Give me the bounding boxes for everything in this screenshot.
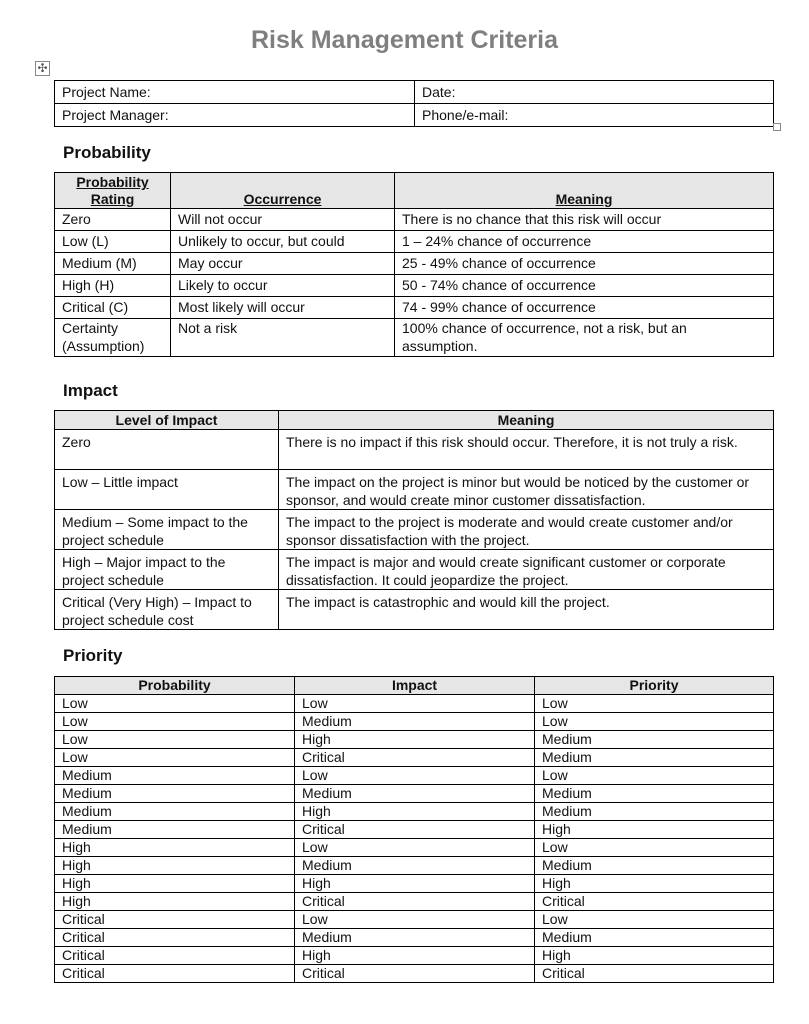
table-row — [55, 713, 774, 731]
table-cell: High — [295, 803, 535, 821]
phone-email-field[interactable]: Phone/e-mail: — [415, 104, 774, 127]
table-cell: Medium (M) — [55, 253, 171, 275]
table-cell: Low — [535, 911, 774, 929]
header-probability-rating: Probability Rating — [55, 173, 171, 209]
table-cell: Medium — [295, 713, 535, 731]
table-cell: Critical — [535, 965, 774, 983]
table-cell: Low – Little impact — [55, 470, 279, 510]
table-cell: Critical (C) — [55, 297, 171, 319]
table-cell: Medium — [535, 857, 774, 875]
table-row — [55, 803, 774, 821]
table-cell: High – Major impact to the project schedule — [55, 550, 279, 590]
page-title: Risk Management Criteria — [250, 26, 559, 54]
table-row — [55, 821, 774, 839]
table-cell: Medium — [55, 821, 295, 839]
project-manager-field[interactable]: Project Manager: — [55, 104, 415, 127]
probability-table — [54, 172, 774, 357]
table-cell: High — [55, 893, 295, 911]
impact-table — [54, 410, 774, 630]
table-cell: High — [535, 821, 774, 839]
table-cell: Likely to occur — [171, 275, 395, 297]
header-level-of-impact: Level of Impact — [55, 411, 279, 430]
table-cell: Critical — [295, 965, 535, 983]
table-cell: Low — [55, 695, 295, 713]
header-meaning: Meaning — [395, 173, 774, 209]
table-cell: High (H) — [55, 275, 171, 297]
project-info-table — [54, 80, 774, 127]
table-cell: Certainty (Assumption) — [55, 319, 171, 357]
table-row — [55, 839, 774, 857]
table-cell: Low — [535, 713, 774, 731]
table-cell: Unlikely to occur, but could — [171, 231, 395, 253]
header-priority: Priority — [535, 677, 774, 695]
priority-table — [54, 676, 774, 983]
table-cell: High — [295, 947, 535, 965]
table-cell: Low — [55, 749, 295, 767]
table-row — [55, 947, 774, 965]
table-row — [55, 965, 774, 983]
table-cell: Critical — [535, 893, 774, 911]
table-cell: Low — [55, 731, 295, 749]
table-move-handle-icon[interactable]: ✣ — [35, 61, 50, 76]
table-cell: Medium — [55, 767, 295, 785]
table-cell: May occur — [171, 253, 395, 275]
table-cell: Medium — [535, 749, 774, 767]
table-cell: Critical — [295, 893, 535, 911]
table-cell: 1 – 24% chance of occurrence — [395, 231, 774, 253]
table-cell: The impact to the project is moderate and would create customer and/or sponsor dissatisfaction with the project. — [279, 510, 774, 550]
table-cell: Low — [295, 767, 535, 785]
table-cell: Medium — [535, 731, 774, 749]
table-cell: High — [55, 839, 295, 857]
table-cell: Zero — [55, 430, 279, 470]
probability-heading: Probability — [63, 143, 151, 162]
table-cell: Low — [55, 713, 295, 731]
table-row — [55, 209, 774, 231]
table-cell: Low — [535, 839, 774, 857]
table-cell: There is no impact if this risk should occur. Therefore, it is not truly a risk. — [279, 430, 774, 470]
table-resize-handle-icon[interactable] — [773, 123, 781, 131]
table-row — [55, 749, 774, 767]
table-cell: Not a risk — [171, 319, 395, 357]
table-row — [55, 430, 774, 470]
table-row — [55, 911, 774, 929]
table-cell: There is no chance that this risk will occur — [395, 209, 774, 231]
header-impact-meaning: Meaning — [279, 411, 774, 430]
table-cell: Zero — [55, 209, 171, 231]
table-cell: Low (L) — [55, 231, 171, 253]
header-probability: Probability — [55, 677, 295, 695]
table-row — [55, 893, 774, 911]
table-cell: High — [535, 875, 774, 893]
table-cell: Low — [295, 695, 535, 713]
table-cell: Medium — [295, 857, 535, 875]
table-row — [55, 929, 774, 947]
table-row — [55, 857, 774, 875]
table-row — [55, 319, 774, 357]
table-cell: 25 - 49% chance of occurrence — [395, 253, 774, 275]
table-row — [55, 731, 774, 749]
header-occurrence: Occurrence — [171, 173, 395, 209]
table-cell: Critical — [55, 947, 295, 965]
table-cell: The impact on the project is minor but would be noticed by the customer or sponsor, and would create minor customer dissatisfaction. — [279, 470, 774, 510]
table-cell: Medium — [535, 803, 774, 821]
table-cell: Medium — [55, 803, 295, 821]
table-cell: Medium — [55, 785, 295, 803]
table-cell: Medium — [295, 785, 535, 803]
table-cell: Critical — [55, 929, 295, 947]
table-row — [55, 231, 774, 253]
table-cell: Low — [295, 911, 535, 929]
table-row — [55, 253, 774, 275]
table-cell: Medium – Some impact to the project schedule — [55, 510, 279, 550]
table-row — [55, 590, 774, 630]
table-cell: 50 - 74% chance of occurrence — [395, 275, 774, 297]
table-cell: High — [55, 857, 295, 875]
table-cell: Most likely will occur — [171, 297, 395, 319]
table-cell: Low — [535, 767, 774, 785]
table-row — [55, 695, 774, 713]
table-cell: Low — [295, 839, 535, 857]
table-cell: Medium — [535, 929, 774, 947]
table-cell: High — [295, 731, 535, 749]
table-cell: Critical — [295, 821, 535, 839]
table-row — [55, 510, 774, 550]
table-row — [55, 470, 774, 510]
table-cell: High — [295, 875, 535, 893]
table-cell: The impact is major and would create significant customer or corporate dissatisfaction. It could jeopardize the project. — [279, 550, 774, 590]
table-cell: Medium — [535, 785, 774, 803]
table-cell: Critical (Very High) – Impact to project schedule cost — [55, 590, 279, 630]
table-row — [55, 297, 774, 319]
table-cell: Medium — [295, 929, 535, 947]
table-cell: 100% chance of occurrence, not a risk, but an assumption. — [395, 319, 774, 357]
table-cell: Low — [535, 695, 774, 713]
table-row — [55, 785, 774, 803]
table-row — [55, 875, 774, 893]
table-cell: Critical — [55, 965, 295, 983]
impact-heading: Impact — [63, 381, 118, 400]
date-field[interactable]: Date: — [415, 81, 774, 104]
table-row — [55, 275, 774, 297]
table-cell: The impact is catastrophic and would kill the project. — [279, 590, 774, 630]
project-name-field[interactable]: Project Name: — [55, 81, 415, 104]
table-cell: High — [535, 947, 774, 965]
priority-heading: Priority — [63, 646, 123, 665]
table-cell: Will not occur — [171, 209, 395, 231]
table-row — [55, 767, 774, 785]
table-cell: 74 - 99% chance of occurrence — [395, 297, 774, 319]
table-cell: Critical — [55, 911, 295, 929]
table-cell: High — [55, 875, 295, 893]
table-cell: Critical — [295, 749, 535, 767]
table-row — [55, 550, 774, 590]
header-impact: Impact — [295, 677, 535, 695]
